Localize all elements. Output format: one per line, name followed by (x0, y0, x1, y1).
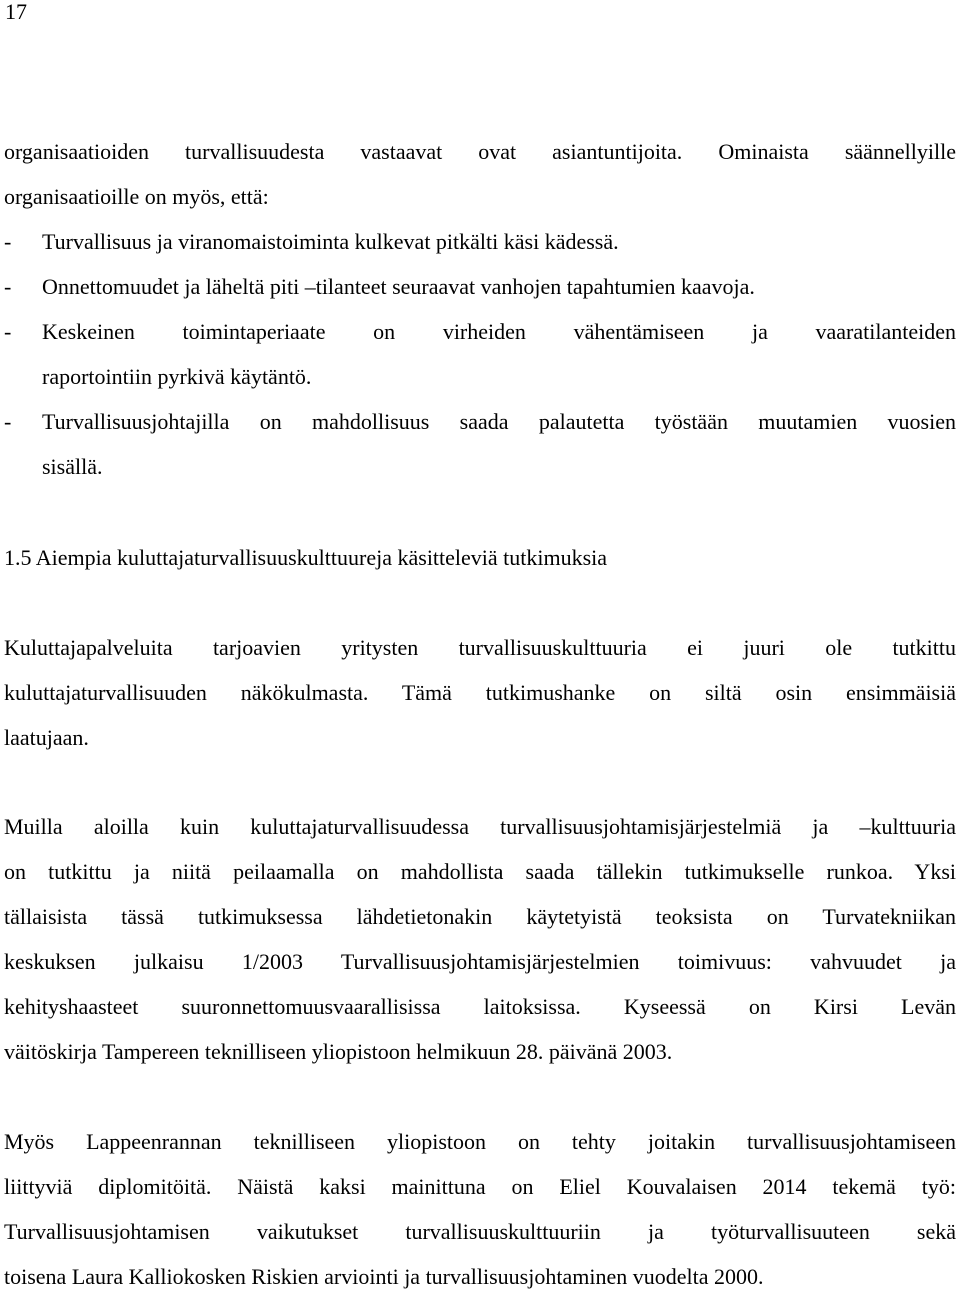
section-heading: 1.5 Aiempia kuluttajaturvallisuuskulttuureja käsitteleviä tutkimuksia (4, 545, 608, 570)
text-line: Kuluttajapalveluita tarjoavien yritysten turvallisuuskulttuuria ei juuri ole tutkittu (4, 635, 956, 660)
text-line: laatujaan. (4, 725, 89, 750)
list-item-text: sisällä. (42, 454, 103, 479)
text-line: tällaisista tässä tutkimuksessa lähdetietonakin käytetyistä teoksista on Turvatekniikan (4, 904, 956, 929)
text-line: on tutkittu ja niitä peilaamalla on mahdollista saada tällekin tutkimukselle runkoa. Yksi (4, 859, 956, 884)
list-dash: - (4, 319, 12, 344)
list-item-text: raportointiin pyrkivä käytäntö. (42, 364, 312, 389)
text-line: liittyviä diplomitöitä. Näistä kaksi mainittuna on Eliel Kouvalaisen 2014 tekemä työ: (4, 1174, 956, 1199)
text-line: organisaatioiden turvallisuudesta vastaavat ovat asiantuntijoita. Ominaista säännellyille (4, 139, 956, 164)
page-number: 17 (5, 0, 27, 24)
text-line: toisena Laura Kalliokosken Riskien arviointi ja turvallisuusjohtaminen vuodelta 2000. (4, 1264, 764, 1289)
text-line: keskuksen julkaisu 1/2003 Turvallisuusjohtamisjärjestelmien toimivuus: vahvuudet ja (4, 949, 956, 974)
text-line: Myös Lappeenrannan teknilliseen yliopistoon on tehty joitakin turvallisuusjohtamiseen (4, 1129, 956, 1154)
list-item-text: Keskeinen toimintaperiaate on virheiden vähentämiseen ja vaaratilanteiden (42, 319, 956, 344)
text-line: kuluttajaturvallisuuden näkökulmasta. Tämä tutkimushanke on siltä osin ensimmäisiä (4, 680, 956, 705)
text-line: organisaatioille on myös, että: (4, 184, 269, 209)
list-item-text: Turvallisuus ja viranomaistoiminta kulkevat pitkälti käsi kädessä. (42, 229, 619, 254)
list-item-text: Turvallisuusjohtajilla on mahdollisuus saada palautetta työstään muutamien vuosien (42, 409, 956, 434)
text-line: Turvallisuusjohtamisen vaikutukset turvallisuuskulttuuriin ja työturvallisuuteen sekä (4, 1219, 956, 1244)
list-item-text: Onnettomuudet ja läheltä piti –tilanteet seuraavat vanhojen tapahtumien kaavoja. (42, 274, 755, 299)
text-line: väitöskirja Tampereen teknilliseen yliopistoon helmikuun 28. päivänä 2003. (4, 1039, 673, 1064)
list-dash: - (4, 229, 12, 254)
list-dash: - (4, 274, 12, 299)
text-line: kehityshaasteet suuronnettomuusvaarallisissa laitoksissa. Kyseessä on Kirsi Levän (4, 994, 956, 1019)
text-line: Muilla aloilla kuin kuluttajaturvallisuudessa turvallisuusjohtamisjärjestelmiä ja –kulttuuria (4, 814, 956, 839)
list-dash: - (4, 409, 12, 434)
